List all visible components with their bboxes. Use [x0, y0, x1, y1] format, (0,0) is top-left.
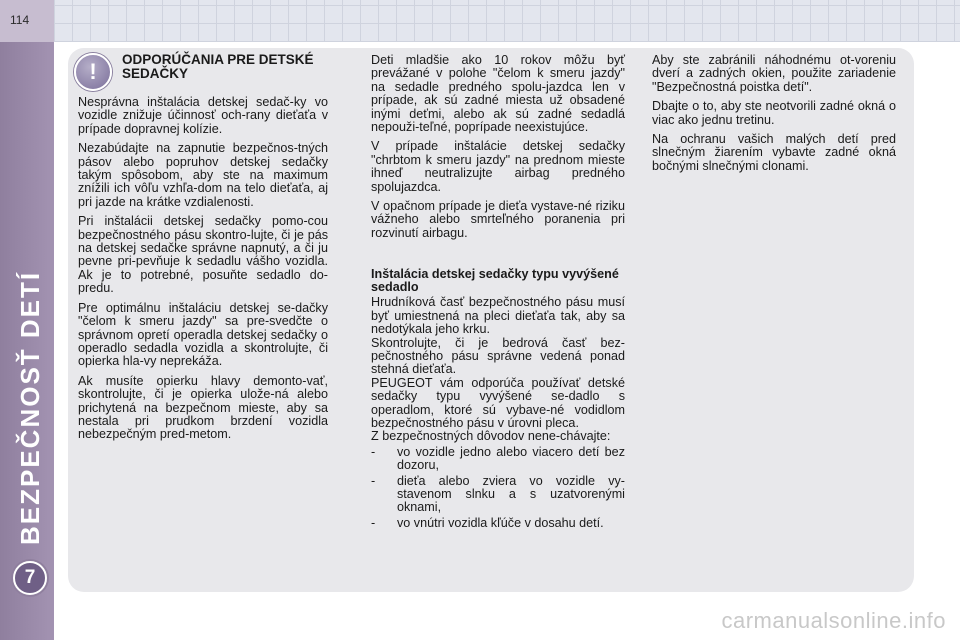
list-item-text: vo vnútri vozidla kľúče v dosahu detí. [397, 515, 604, 530]
list-item: - vo vnútri vozidla kľúče v dosahu detí. [371, 517, 625, 530]
paragraph: Dbajte o to, aby ste neotvorili zadné okná o viac ako jednu tretinu. [652, 99, 896, 127]
paragraph: Pri inštalácii detskej sedačky pomo-cou bezpečnostného pásu skontro-lujte, či je pás na detskej sedačke správne napnutý, a či ju pevne pri-pevňuje k sedadlu vášho vozidla. Ak je to potrebné, posuňte sedadlo do-predu. [78, 214, 328, 296]
paragraph: Pre optimálnu inštaláciu detskej se-dačky "čelom k smeru jazdy" sa pre-svedčte o správnom opretí operadla detskej sedačky o operadlo sedadla vozidla a skontrolujte, či opierka hla-vy neprekáža. [78, 300, 328, 369]
child-safety-section-icon [13, 561, 47, 595]
section-icon-label: 7 [24, 567, 36, 588]
section-title [10, 505, 50, 545]
list-item-text: dieťa alebo zviera vo vozidle vy-stavenom slnku a s uzatvorenými oknami, [397, 473, 625, 515]
paragraph: Nesprávna inštalácia detskej sedač-ky vo vozidle znižuje účinnosť och-rany dieťaťa v prípade dopravnej kolízie. [78, 95, 328, 136]
paragraph: Hrudníková časť bezpečnostného pásu musí byť umiestnená na pleci dieťaťa tak, aby sa nedotýkala jeho krku. [371, 295, 625, 337]
text-column-2 [371, 54, 625, 532]
text-column-3 [652, 54, 896, 179]
list-item-text: vo vozidle jedno alebo viacero detí bez dozoru, [397, 444, 625, 473]
paragraph: Ak musíte opierku hlavy demonto-vať, skontrolujte, či je opierka ulože-ná alebo prichytená na bezpečnom mieste, aby sa nestala pri prudkom brzdení vozidla nebezpečným pred-metom. [78, 373, 328, 442]
paragraph: Skontrolujte, či je bedrová časť bez-pečnostného pásu správne vedená ponad stehná dieťaťa. [371, 335, 625, 377]
page-number: 114 [10, 13, 30, 27]
paragraph: V opačnom prípade je dieťa vystave-né riziku vážneho alebo smrteľného poranenia pri rozvinutí airbagu. [371, 199, 625, 240]
paragraph: PEUGEOT vám odporúča používať detské sedačky typu vyvýšené se-dadlo s operadlom, ktoré sú vybave-né vodidlom bezpečnostného pásu v úrovni pleca. [371, 375, 625, 430]
booster-seat-subheading: Inštalácia detskej sedačky typu vyvýšené sedadlo [371, 267, 619, 295]
paragraph: V prípade inštalácie detskej sedačky "chrbtom k smeru jazdy" na prednom mieste ihneď neutralizujte airbag predného spolujazdca. [371, 139, 625, 194]
paragraph: Aby ste zabránili náhodnému ot-voreniu dverí a zadných okien, použite zariadenie "Bezpečnostná poistka detí". [652, 53, 896, 94]
warning-icon [74, 53, 112, 91]
paragraph: Z bezpečnostných dôvodov nene-chávajte: [371, 429, 611, 444]
paragraph: Na ochranu vašich malých detí pred slnečným žiarením vybavte zadné okná bočnými slnečnými clonami. [652, 132, 896, 173]
page-number-box [0, 0, 54, 42]
watermark: carmanualsonline.info [721, 608, 946, 633]
warning-heading: ODPORÚČANIA PRE DETSKÉ SEDAČKY [122, 52, 314, 81]
header-pattern [54, 0, 960, 42]
paragraph: Nezabúdajte na zapnutie bezpečnos-tných pásov alebo popruhov detskej sedačky takým spôsobom, aby ste na maximum znížili ich vôľu vzhľa-dom na telo dieťaťa, aj pri jazde na krátke vzdialenosti. [78, 141, 328, 209]
paragraph: Deti mladšie ako 10 rokov môžu byť prevážané v polohe "čelom k smeru jazdy" na sedadle predného spolu-jazdca len v prípade, ak sú zadné miesta už obsadené inými deťmi, alebo ak sú zadné sedadlá nepouži-teľné, poprípade neexistujúce. [371, 53, 625, 135]
list-item: - dieťa alebo zviera vo vozidle vy-stavenom slnku a s uzatvorenými oknami, [371, 473, 625, 515]
text-column-1 [78, 96, 328, 448]
warning-icon-glyph: ! [89, 59, 97, 84]
list-item: - vo vozidle jedno alebo viacero detí bez dozoru, [371, 444, 625, 473]
